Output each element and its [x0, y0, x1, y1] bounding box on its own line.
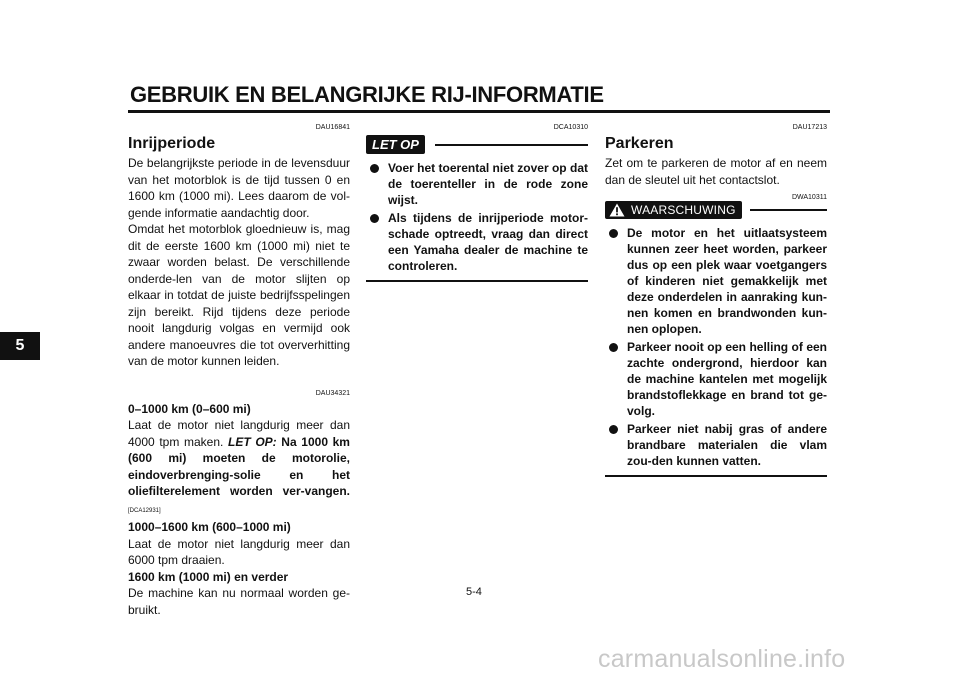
paragraph-text: Laat de motor niet langdurig meer dan 4000 tpm maken. [128, 418, 350, 449]
warning-rule [750, 209, 827, 211]
warning-triangle-icon [609, 203, 625, 217]
warning-code: DWA10311 [791, 194, 827, 201]
warning-end-rule [605, 475, 827, 477]
bullet-icon [370, 214, 379, 223]
header-rule [128, 110, 830, 113]
page-header-title: GEBRUIK EN BELANGRIJKE RIJ-INFORMATIE [130, 82, 604, 107]
letop-label: LET OP: [228, 434, 277, 449]
section-code: DAU34321 [315, 389, 350, 397]
paragraph: De machine kan nu normaal worden ge-bruikt. [128, 586, 350, 617]
list-item-text: Parkeer niet nabij gras of andere brandbare materialen die vlam zou-den kunnen vatten. [627, 422, 827, 468]
letop-list [366, 160, 588, 274]
warning-label: WAARSCHUWING [631, 203, 736, 217]
letop-end-rule [366, 280, 588, 282]
paragraph: Zet om te parkeren de motor af en neem dan de sleutel uit het contactslot. [605, 156, 827, 187]
section-code: DAU17213 [792, 124, 827, 131]
paragraph: Laat de motor niet langdurig meer dan 6000 tpm draaien. [128, 536, 350, 567]
list-item [605, 421, 827, 469]
subheading-1600km-plus: 1600 km (1000 mi) en verder [128, 569, 289, 584]
chapter-tab: 5 [0, 332, 40, 360]
subheading-0-1000km: 0–1000 km (0–600 mi) [128, 401, 251, 416]
paragraph: De belangrijkste periode in de levensduur van het motorblok is de tijd tussen 0 en 1600 km (1000 mi). Lees daarom de vol-gende informatie aandachtig door. [128, 156, 350, 220]
list-item [366, 210, 588, 274]
letop-header [366, 135, 588, 154]
paragraph-0-1000km [128, 417, 350, 519]
warning-badge [605, 201, 742, 219]
warning-header [605, 201, 827, 219]
bullet-icon [609, 229, 618, 238]
subheading-1000-1600km: 1000–1600 km (600–1000 mi) [128, 520, 291, 534]
left-column [128, 124, 350, 618]
list-item [605, 339, 827, 419]
page-number: 5-4 [466, 586, 482, 598]
bullet-icon [370, 164, 379, 173]
notice-text: Na 1000 km (600 mi) moeten de motorolie, eindoverbrenging-solie en het oliefilterelement worden ver-vangen. [128, 434, 350, 498]
list-item [366, 160, 588, 208]
list-item-text: De motor en het uitlaatsysteem kunnen zeer heet worden, parkeer dus op een plek waar voetgangers of kinderen niet gemakkelijk met deze onderdelen in aanraking kun-nen komen en brandwonden kun-nen oplopen. [627, 226, 827, 336]
section-code: DAU16841 [315, 124, 350, 131]
notice-code: DCA10310 [553, 124, 588, 131]
bullet-icon [609, 425, 618, 434]
list-item-text: Parkeer nooit op een helling of een zachte ondergrond, hierdoor kan de machine kantelen met mogelijk brandstoflekkage en brand tot ge-volg. [627, 340, 827, 418]
section-heading-inrijperiode: Inrijperiode [128, 135, 216, 152]
section-heading-parkeren: Parkeren [605, 135, 674, 152]
letop-badge: LET OP [366, 135, 425, 154]
letop-rule [435, 144, 588, 146]
list-item-text: Als tijdens de inrijperiode motor-schade optreedt, vraag dan direct een Yamaha dealer de machine te controleren. [388, 211, 588, 273]
middle-column [366, 124, 588, 282]
bullet-icon [609, 343, 618, 352]
watermark: carmanualsonline.info [598, 645, 846, 673]
list-item [605, 225, 827, 337]
inline-code: [DCA12931] [128, 507, 161, 514]
list-item-text: Voer het toerental niet zover op dat de toerenteller in de rode zone wijst. [388, 161, 588, 207]
paragraph: Omdat het motorblok gloednieuw is, mag dit de eerste 1600 km (1000 mi) niet te zwaar worden belast. De verschillende onderde-len van de motor slijten op elkaar in totdat de juiste bedrijfsspelingen zijn bereikt. Rijd tijdens deze periode nooit langdurig volgas en vermijd ook andere manoeuvres die tot oververhitting van de motor kunnen leiden. [128, 222, 350, 368]
warning-list [605, 225, 827, 469]
right-column [605, 124, 827, 477]
